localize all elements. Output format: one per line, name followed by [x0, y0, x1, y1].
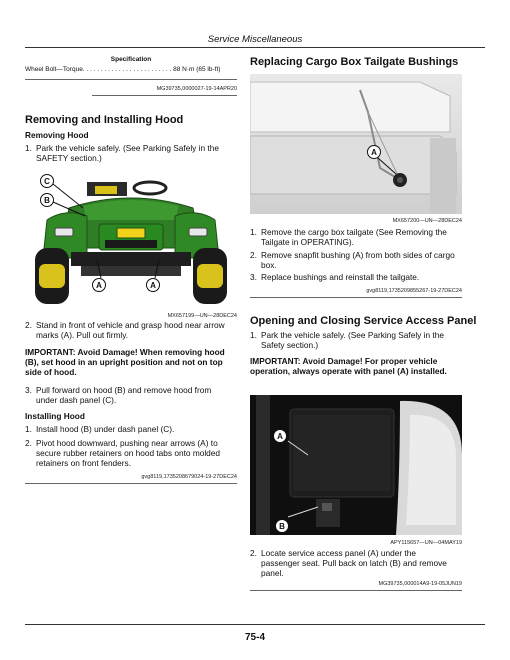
- step-number: 1.: [25, 143, 32, 153]
- svg-text:A: A: [277, 432, 283, 441]
- step-text: Remove snapfit bushing (A) from both sides of cargo box.: [261, 250, 455, 270]
- step-number: 2.: [25, 438, 32, 448]
- spec-rule: [25, 79, 237, 80]
- step-text: Install hood (B) under dash panel (C).: [36, 424, 175, 434]
- footer-rule: [25, 624, 485, 625]
- callout-a-left: [93, 279, 106, 292]
- spec-title: Specification: [110, 56, 152, 63]
- page-number: 75-4: [244, 632, 265, 643]
- hood-image-ref: MX657199—UN—28DEC24: [167, 313, 237, 319]
- callout-c: [41, 175, 54, 188]
- step-number: 1.: [250, 227, 257, 237]
- spec-line: Wheel Bolt—Torque. . . . . . . . . . . . . . . . . . . . . . . . . 88 N·m (65 lb-ft): [25, 66, 221, 73]
- svg-text:C: C: [44, 177, 50, 186]
- tailgate-section-title: Replacing Cargo Box Tailgate Bushings: [250, 56, 459, 68]
- svg-text:A: A: [150, 281, 156, 290]
- svg-text:A: A: [371, 148, 377, 157]
- callout-a: [368, 146, 381, 159]
- hood-important-notice: IMPORTANT: Avoid Damage! When removing hood (B), set hood in an upright position and not on top side of hood.: [25, 347, 225, 377]
- step-number: 2.: [250, 548, 257, 558]
- step-number: 1.: [250, 330, 257, 340]
- step-text: Replace bushings and reinstall the tailgate.: [261, 272, 420, 282]
- access-section-title: Opening and Closing Service Access Panel: [250, 315, 477, 327]
- callout-b: [41, 194, 54, 207]
- step-text: Park the vehicle safely. (See Parking Safely in the SAFETY section.): [36, 143, 219, 163]
- tailgate-ref: gvg8119,1735209855267-19-27DEC24: [366, 288, 462, 294]
- step-number: 2.: [250, 250, 257, 260]
- install-subtitle: Installing Hood: [25, 411, 85, 421]
- callout-a: [274, 430, 287, 443]
- tailgate-ref-rule: [250, 297, 462, 298]
- spec-ref: MG39735,0000027-19-14APR20: [156, 86, 237, 92]
- step-text: Stand in front of vehicle and grasp hood near arrow marks (A). Pull out firmly.: [36, 320, 225, 340]
- hood-section-title: Removing and Installing Hood: [25, 114, 184, 126]
- step-number: 1.: [25, 424, 32, 434]
- callout-a-right: [147, 279, 160, 292]
- svg-text:B: B: [44, 196, 50, 205]
- svg-text:A: A: [96, 281, 102, 290]
- hood-subtitle: Removing Hood: [25, 130, 89, 140]
- gator-front-image: [25, 168, 237, 312]
- step-text: Remove the cargo box tailgate (See Removing the Tailgate in OPERATING).: [261, 227, 447, 247]
- access-important-notice: IMPORTANT: Avoid Damage! For proper vehicle operation, always operate with panel (A) installed.: [250, 356, 447, 376]
- running-header: Service Miscellaneous: [207, 34, 303, 45]
- hood-ref-rule: [25, 483, 237, 484]
- access-ref-rule: [250, 590, 462, 591]
- tailgate-image-ref: MX657200—UN—28DEC24: [392, 218, 462, 224]
- step-text: Locate service access panel (A) under the passenger seat. Pull back on latch (B) and remove panel.: [261, 548, 447, 578]
- callout-b: [276, 520, 289, 533]
- step-number: 3.: [250, 272, 257, 282]
- spec-block: [25, 56, 237, 73]
- step-text: Pivot hood downward, pushing near arrows (A) to secure rubber retainers on hood tabs onto molded retainers on front fenders.: [36, 438, 221, 468]
- access-panel-image: [250, 395, 462, 535]
- step-number: 2.: [25, 320, 32, 330]
- step-text: Pull forward on hood (B) and remove hood from under dash panel (C).: [36, 385, 212, 405]
- spec-ref-rule: [92, 95, 237, 96]
- access-ref: MG39735,000014A9-19-05JUN19: [378, 581, 462, 587]
- header-rule: [25, 47, 485, 48]
- step-number: 3.: [25, 385, 32, 395]
- tailgate-image: [250, 72, 462, 218]
- step-text: Park the vehicle safely. (See Parking Safely in the Safety section.): [261, 330, 444, 350]
- hood-ref: gvg8119,1735208679024-19-27DEC24: [141, 474, 237, 480]
- access-image-ref: APY115657—UN—04MAY19: [390, 540, 462, 546]
- svg-text:B: B: [279, 522, 285, 531]
